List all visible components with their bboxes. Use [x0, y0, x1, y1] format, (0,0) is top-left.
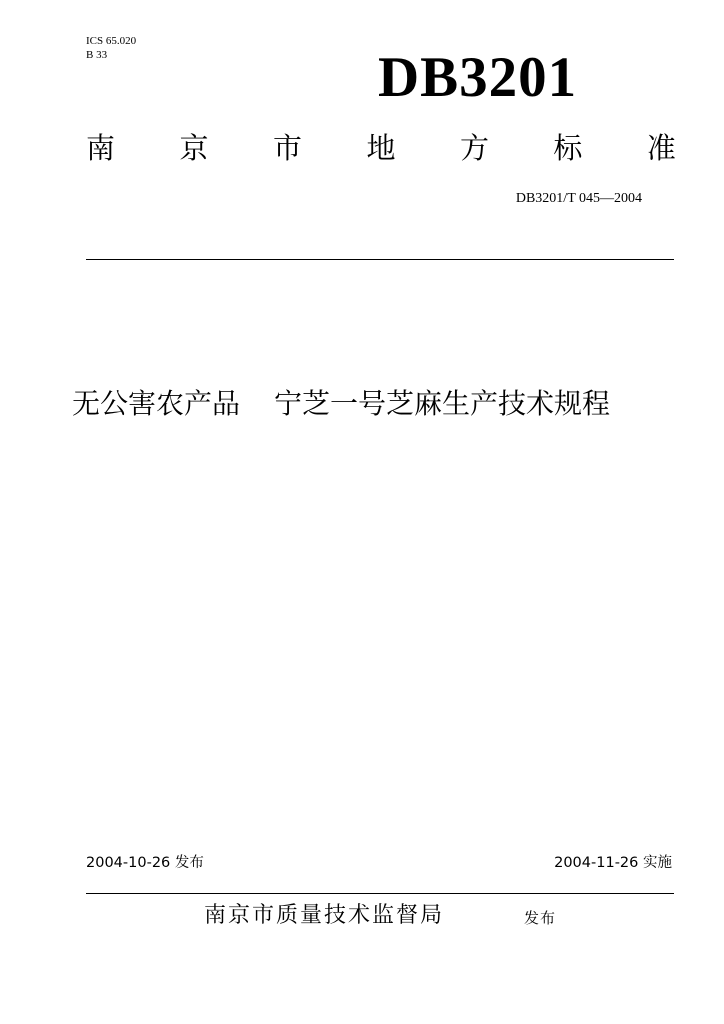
standard-code: DB3201: [378, 46, 578, 109]
bottom-divider: [86, 893, 674, 894]
title-char: 地: [366, 131, 396, 165]
issue-date: 2004-10-26 发布: [86, 855, 204, 871]
ccs-number: B 33: [86, 49, 108, 61]
ics-number: ICS 65.020: [86, 35, 137, 47]
implement-date: 2004-11-26 实施: [554, 855, 672, 871]
title-char: 方: [459, 131, 489, 165]
title-char: 南: [86, 131, 116, 165]
title-char: 市: [272, 131, 302, 165]
top-divider: [86, 259, 674, 260]
document-title-part1: 无公害农产品: [72, 387, 241, 420]
title-char: 京: [179, 131, 209, 165]
standard-category-title: [86, 128, 676, 168]
publisher-suffix: 发布: [524, 909, 557, 927]
document-title-part2: 宁芝一号芝麻生产技术规程: [274, 387, 611, 420]
standard-number: DB3201/T 045—2004: [515, 191, 642, 206]
publisher-name: 南京市质量技术监督局: [204, 903, 445, 928]
title-char: 标: [553, 131, 583, 165]
title-char: 准: [646, 131, 676, 165]
document-title: [72, 384, 610, 424]
